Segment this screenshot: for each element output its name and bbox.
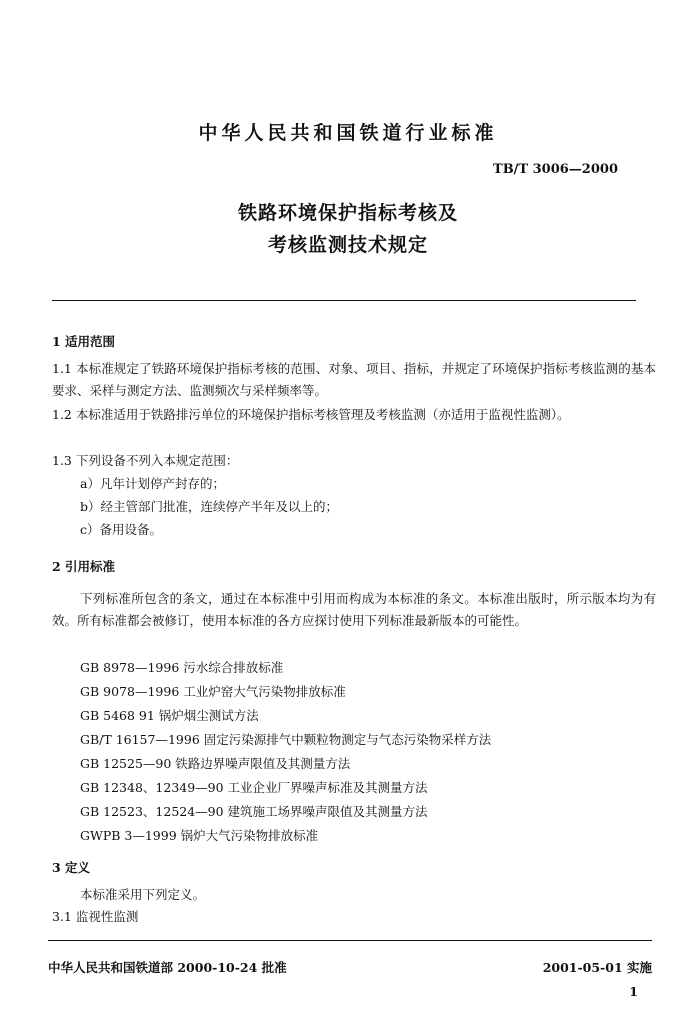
reference-item: GB 8978—1996 污水综合排放标准 <box>80 660 284 675</box>
standard-number: TB/T 3006—2000 <box>493 162 618 177</box>
list-item-b: b）经主管部门批准，连续停产半年及以上的； <box>80 499 339 514</box>
approval-info: 中华人民共和国铁道部 2000-10-24 批准 <box>48 960 287 975</box>
page-number: 1 <box>629 984 638 999</box>
list-item-a: a）凡年计划停产封存的； <box>80 476 225 491</box>
standard-title: 中华人民共和国铁道行业标准 <box>198 122 498 144</box>
footer-divider <box>48 940 652 941</box>
reference-item: GB 12523、12524—90 建筑施工场界噪声限值及其测量方法 <box>80 804 428 819</box>
document-title-line2: 考核监测技术规定 <box>267 234 428 256</box>
reference-item: GB 12525—90 铁路边界噪声限值及其测量方法 <box>80 756 351 771</box>
header-divider <box>52 300 636 301</box>
document-title-line1: 铁路环境保护指标考核及 <box>237 202 458 224</box>
reference-item: GB/T 16157—1996 固定污染源排气中颗粒物测定与气态污染物采样方法 <box>80 732 492 747</box>
paragraph-1-3: 1.3 下列设备不列入本规定范围： <box>52 453 239 468</box>
reference-item: GWPB 3—1999 锅炉大气污染物排放标准 <box>80 828 319 843</box>
paragraph-1-1: 1.1 本标准规定了铁路环境保护指标考核的范围、对象、项目、指标，并规定了环境保护指标考核监测的基本要求、采样与测定方法、监测频次与采样频率等。 <box>52 361 656 398</box>
section-2-intro: 下列标准所包含的条文，通过在本标准中引用而构成为本标准的条文。本标准出版时，所示版本均为有效。所有标准都会被修订，使用本标准的各方应探讨使用下列标准最新版本的可能性。 <box>52 591 656 628</box>
reference-item: GB 9078—1996 工业炉窑大气污染物排放标准 <box>80 684 346 699</box>
section-3-intro: 本标准采用下列定义。 <box>80 887 206 902</box>
section-3-heading: 3 定义 <box>52 860 91 875</box>
subsection-3-1: 3.1 监视性监测 <box>52 909 139 924</box>
reference-item: GB 12348、12349—90 工业企业厂界噪声标准及其测量方法 <box>80 780 428 795</box>
list-item-c: c）备用设备。 <box>80 522 163 537</box>
reference-item: GB 5468 91 锅炉烟尘测试方法 <box>80 708 259 723</box>
implementation-date: 2001-05-01 实施 <box>542 960 652 975</box>
section-2-heading: 2 引用标准 <box>52 559 116 574</box>
section-1-heading: 1 适用范围 <box>52 334 116 349</box>
paragraph-1-2: 1.2 本标准适用于铁路排污单位的环境保护指标考核管理及考核监测（亦适用于监视性监测）。 <box>52 407 570 422</box>
